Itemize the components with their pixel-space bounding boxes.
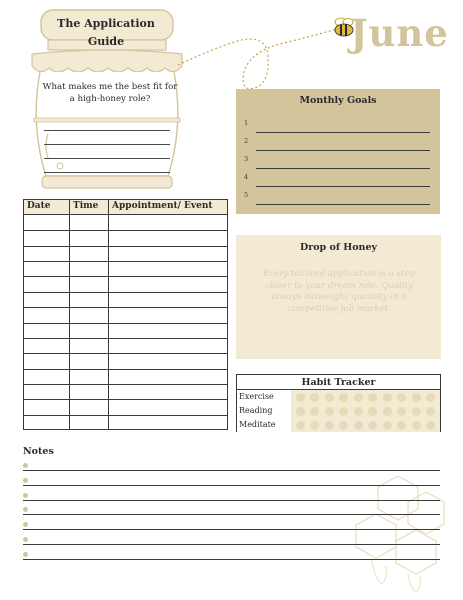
note-bullet	[23, 463, 28, 468]
habit-day-checkbox[interactable]	[310, 407, 319, 416]
note-rule	[23, 544, 440, 545]
answer-line	[44, 130, 170, 131]
table-row-divider	[24, 261, 227, 262]
habit-tracker-title: Habit Tracker	[237, 375, 440, 390]
note-bullet	[23, 522, 28, 527]
note-line[interactable]	[23, 533, 440, 545]
table-row-divider	[24, 307, 227, 308]
notes-title: Notes	[23, 446, 54, 457]
habit-day-checkbox[interactable]	[325, 421, 334, 430]
goal-row[interactable]	[244, 155, 430, 169]
column-header-date: Date	[27, 201, 51, 211]
habit-label: Reading	[237, 404, 291, 418]
habit-day-checkbox[interactable]	[368, 421, 377, 430]
table-row-divider	[24, 246, 227, 247]
habit-days	[291, 404, 440, 418]
habit-row	[237, 390, 440, 404]
habit-row	[237, 404, 440, 418]
column-header-appointment: Appointment/ Event	[112, 201, 213, 211]
jar-question: What makes me the best fit for a high-honey role?	[42, 82, 178, 104]
goal-number: 5	[244, 191, 249, 199]
habit-day-checkbox[interactable]	[354, 407, 363, 416]
habit-days	[291, 418, 440, 432]
table-header	[24, 200, 227, 215]
inspirational-quote: Every tailored application is a step closer to your dream role. Quality always outweighs quantity in a competitive job market.	[263, 269, 415, 314]
note-line[interactable]	[23, 503, 440, 515]
habit-day-checkbox[interactable]	[397, 421, 406, 430]
note-line[interactable]	[23, 548, 440, 560]
column-divider	[69, 200, 70, 429]
habit-day-checkbox[interactable]	[296, 393, 305, 402]
table-row-divider	[24, 323, 227, 324]
table-row-divider	[24, 276, 227, 277]
monthly-goals-title: Monthly Goals	[299, 95, 377, 106]
month-heading: June	[350, 11, 449, 55]
note-bullet	[23, 552, 28, 557]
goal-row[interactable]	[244, 173, 430, 187]
table-row-divider	[24, 369, 227, 370]
table-row-divider	[24, 415, 227, 416]
habit-day-checkbox[interactable]	[325, 407, 334, 416]
habit-day-checkbox[interactable]	[426, 421, 435, 430]
table-row-divider	[24, 399, 227, 400]
habit-label: Meditate	[237, 418, 291, 432]
note-rule	[23, 485, 440, 486]
note-bullet	[23, 507, 28, 512]
answer-line	[44, 144, 170, 145]
goal-line	[256, 132, 430, 133]
goal-row[interactable]	[244, 191, 430, 205]
note-bullet	[23, 493, 28, 498]
table-row-divider	[24, 384, 227, 385]
note-bullet	[23, 537, 28, 542]
column-divider	[108, 200, 109, 429]
habit-day-checkbox[interactable]	[325, 393, 334, 402]
note-rule	[23, 514, 440, 515]
goal-number: 2	[244, 137, 249, 145]
habit-day-checkbox[interactable]	[339, 393, 348, 402]
habit-day-checkbox[interactable]	[354, 421, 363, 430]
goal-row[interactable]	[244, 137, 430, 151]
habit-day-checkbox[interactable]	[368, 393, 377, 402]
table-row-divider	[24, 353, 227, 354]
habit-day-checkbox[interactable]	[354, 393, 363, 402]
note-rule	[23, 529, 440, 530]
answer-line	[44, 172, 170, 173]
table-row-divider	[24, 338, 227, 339]
habit-days	[291, 390, 440, 404]
column-header-time: Time	[73, 201, 99, 211]
goal-line	[256, 150, 430, 151]
note-rule	[23, 559, 440, 560]
habit-day-checkbox[interactable]	[310, 421, 319, 430]
habit-day-checkbox[interactable]	[368, 407, 377, 416]
table-row-divider	[24, 292, 227, 293]
monthly-goals-panel	[236, 89, 440, 214]
habit-day-checkbox[interactable]	[296, 407, 305, 416]
goal-line	[256, 186, 430, 187]
note-rule	[23, 500, 440, 501]
habit-day-checkbox[interactable]	[310, 393, 319, 402]
bee-flight-path	[170, 20, 350, 100]
goal-number: 3	[244, 155, 249, 163]
note-bullet	[23, 478, 28, 483]
page-title: The Application Guide	[57, 17, 155, 48]
note-rule	[23, 470, 440, 471]
habit-day-checkbox[interactable]	[412, 421, 421, 430]
note-line[interactable]	[23, 474, 440, 486]
habit-day-checkbox[interactable]	[397, 407, 406, 416]
note-line[interactable]	[23, 459, 440, 471]
habit-tracker	[236, 374, 441, 432]
habit-day-checkbox[interactable]	[383, 421, 392, 430]
habit-day-checkbox[interactable]	[383, 393, 392, 402]
drop-of-honey-title: Drop of Honey	[299, 242, 378, 253]
note-line[interactable]	[23, 518, 440, 530]
answer-line	[44, 158, 170, 159]
habit-label: Exercise	[237, 390, 291, 404]
habit-day-checkbox[interactable]	[412, 393, 421, 402]
habit-day-checkbox[interactable]	[339, 407, 348, 416]
habit-day-checkbox[interactable]	[383, 407, 392, 416]
table-row-divider	[24, 230, 227, 231]
goal-line	[256, 204, 430, 205]
habit-day-checkbox[interactable]	[426, 393, 435, 402]
habit-day-checkbox[interactable]	[426, 407, 435, 416]
habit-day-checkbox[interactable]	[412, 407, 421, 416]
note-line[interactable]	[23, 489, 440, 501]
habit-day-checkbox[interactable]	[339, 421, 348, 430]
goal-number: 4	[244, 173, 249, 181]
goal-row[interactable]	[244, 119, 430, 133]
schedule-table	[23, 199, 228, 430]
drop-of-honey-panel	[236, 235, 441, 359]
goal-number: 1	[244, 119, 249, 127]
habit-row	[237, 418, 440, 432]
habit-day-checkbox[interactable]	[397, 393, 406, 402]
habit-day-checkbox[interactable]	[296, 421, 305, 430]
goal-line	[256, 168, 430, 169]
